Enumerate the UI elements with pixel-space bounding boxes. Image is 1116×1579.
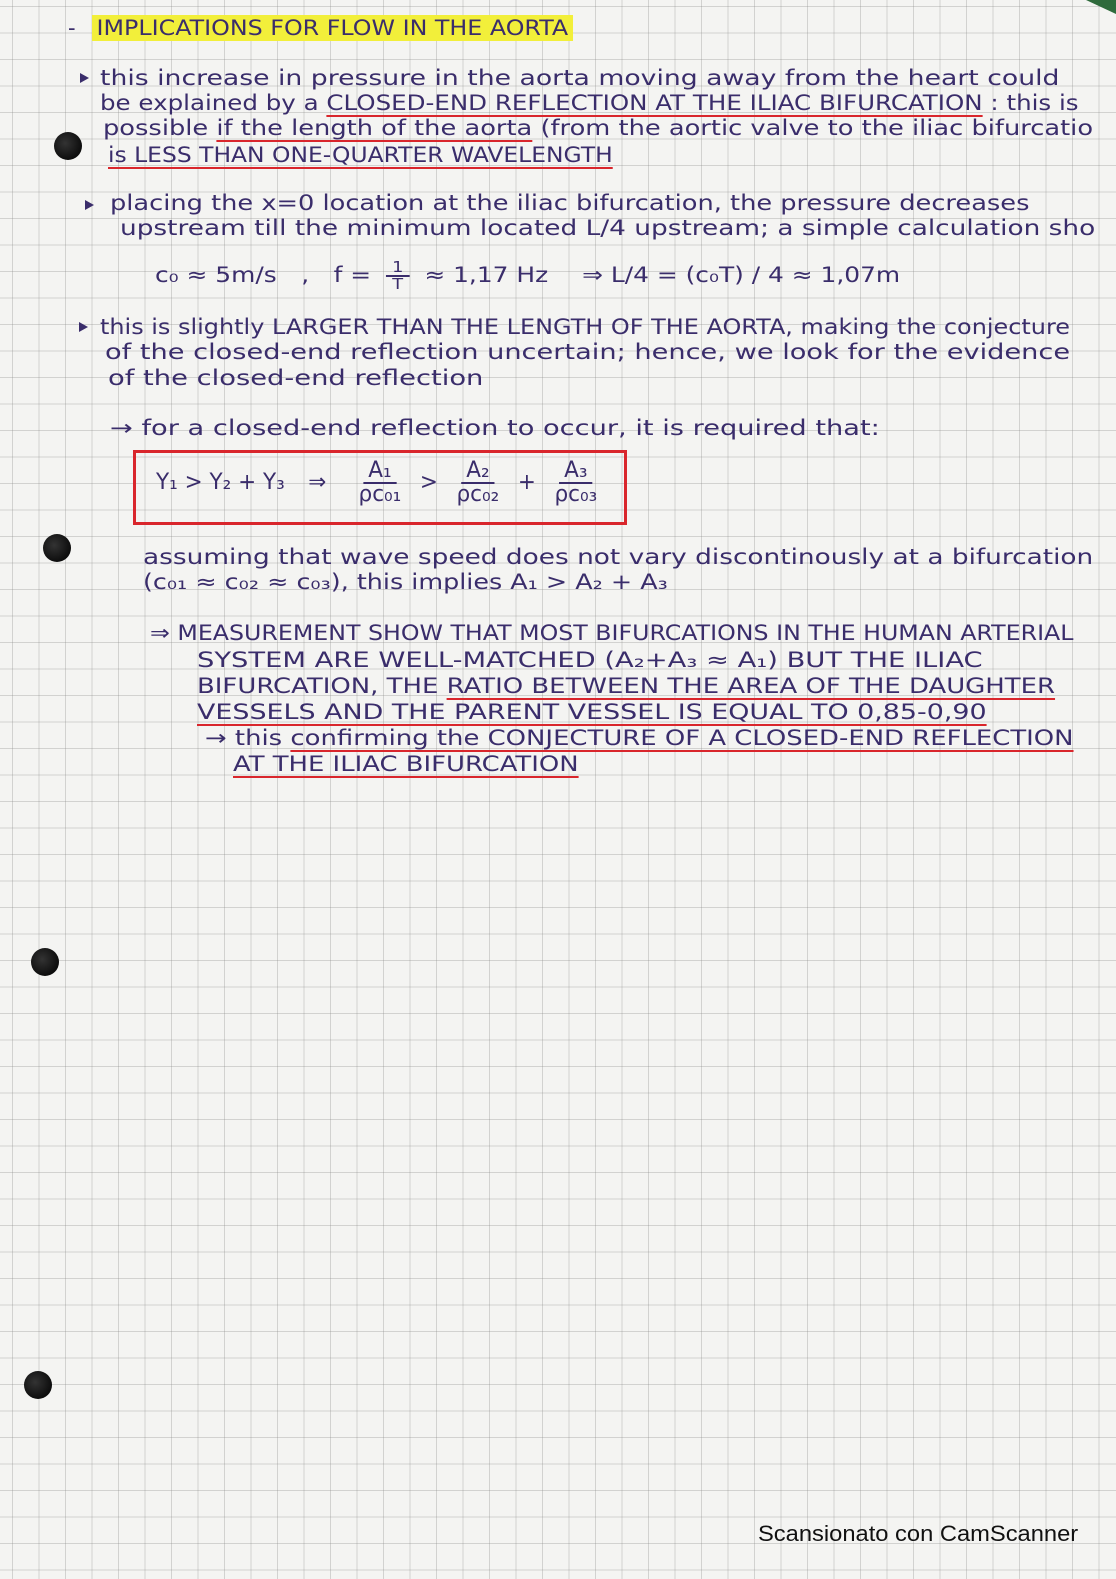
underlined-segment: VESSELS AND THE PARENT VESSEL IS EQUAL TO 0,85-0,90 <box>197 700 987 724</box>
heading-title-wrap <box>92 15 573 41</box>
uncertainty-line-2: of the closed-end reflection uncertain; hence, we look for the evidence <box>105 340 1071 364</box>
evidence-line-6 <box>233 751 579 777</box>
underlined-segment: if the length of the aorta <box>216 116 533 140</box>
condition-intro: → for a closed-end reflection to occur, it is required that: <box>110 416 880 440</box>
evidence-line-3 <box>197 673 1055 699</box>
heading-dash: - <box>68 16 76 40</box>
greater-than: > <box>419 470 438 495</box>
underlined-segment: is LESS THAN ONE-QUARTER WAVELENGTH <box>108 143 613 167</box>
underlined-segment: AT THE ILIAC BIFURCATION <box>233 752 579 776</box>
calculation-line-2: upstream till the minimum located L/4 upstream; a simple calculation sho <box>120 216 1096 240</box>
evidence-line-5 <box>205 725 1074 751</box>
frequency-fraction <box>386 260 409 292</box>
fraction-numerator: A₂ <box>461 460 494 484</box>
text-segment: : this is <box>982 91 1079 115</box>
implies-arrow: ⇒ <box>308 470 327 495</box>
condition-formula <box>156 460 606 506</box>
punch-hole <box>31 948 59 976</box>
underlined-segment: RATIO BETWEEN THE AREA OF THE DAUGHTER <box>446 674 1056 698</box>
admittance-inequality: Y₁ > Y₂ + Y₃ <box>156 470 285 495</box>
assumption-line-2: (c₀₁ ≈ c₀₂ ≈ c₀₃), this implies A₁ > A₂ + A₃ <box>143 570 668 594</box>
bullet-icon <box>80 73 89 83</box>
punch-hole <box>54 132 82 160</box>
wave-speed: c₀ ≈ 5m/s <box>155 263 277 287</box>
parent-fraction <box>356 460 405 506</box>
fraction-denominator: ρc₀₂ <box>456 482 500 507</box>
fraction-numerator: 1 <box>386 260 409 277</box>
daughter-fraction-1 <box>454 460 503 506</box>
quarter-wavelength-result: ⇒ L/4 = (c₀T) / 4 ≈ 1,07m <box>582 263 901 287</box>
condition-box <box>133 450 627 525</box>
reflection-line-2 <box>100 90 1079 116</box>
corner-mark <box>1086 0 1116 14</box>
assumption-line-1: assuming that wave speed does not vary discontinously at a bifurcation <box>143 545 1094 569</box>
scanner-footer: Scansionato con CamScanner <box>758 1521 1079 1546</box>
reflection-line-4 <box>108 142 613 168</box>
underlined-segment: CLOSED-END REFLECTION AT THE ILIAC BIFURCATION <box>326 91 983 115</box>
reflection-line-1: this increase in pressure in the aorta moving away from the heart could <box>100 66 1060 90</box>
fraction-numerator: A₁ <box>363 460 396 484</box>
evidence-line-4 <box>197 699 987 725</box>
uncertainty-line-3: of the closed-end reflection <box>108 366 484 390</box>
evidence-line-2: SYSTEM ARE WELL-MATCHED (A₂+A₃ ≈ A₁) BUT THE ILIAC <box>197 648 983 672</box>
reflection-line-3 <box>103 115 1093 141</box>
daughter-fraction-2 <box>552 460 601 506</box>
bullet-icon <box>79 322 88 332</box>
frequency-value: ≈ 1,17 Hz <box>424 263 549 287</box>
calculation-formula <box>155 258 900 292</box>
frequency-lhs: f = <box>333 263 372 287</box>
punch-hole <box>24 1371 52 1399</box>
evidence-line-1: ⇒ MEASUREMENT SHOW THAT MOST BIFURCATIONS IN THE HUMAN ARTERIAL <box>150 621 1074 645</box>
text-segment: → this <box>205 726 291 750</box>
underlined-segment: confirming the CONJECTURE OF A CLOSED-END REFLECTION <box>290 726 1074 750</box>
plus-sign: + <box>517 470 536 495</box>
fraction-numerator: A₃ <box>559 460 592 484</box>
separator: , <box>301 263 310 287</box>
text-segment: (from the aortic valve to the iliac bifurcatio <box>532 116 1094 140</box>
punch-hole <box>43 534 71 562</box>
text-segment: possible <box>103 116 217 140</box>
text-segment: be explained by a <box>100 91 327 115</box>
fraction-denominator: ρc₀₃ <box>554 482 598 507</box>
fraction-denominator: T <box>392 275 404 293</box>
text-segment: BIFURCATION, THE <box>197 674 447 698</box>
heading-title: IMPLICATIONS FOR FLOW IN THE AORTA <box>92 15 573 41</box>
uncertainty-line-1: this is slightly LARGER THAN THE LENGTH OF THE AORTA, making the conjecture <box>100 315 1071 339</box>
bullet-icon <box>85 200 94 210</box>
calculation-line-1: placing the x=0 location at the iliac bifurcation, the pressure decreases <box>110 191 1030 215</box>
fraction-denominator: ρc₀₁ <box>358 482 402 507</box>
